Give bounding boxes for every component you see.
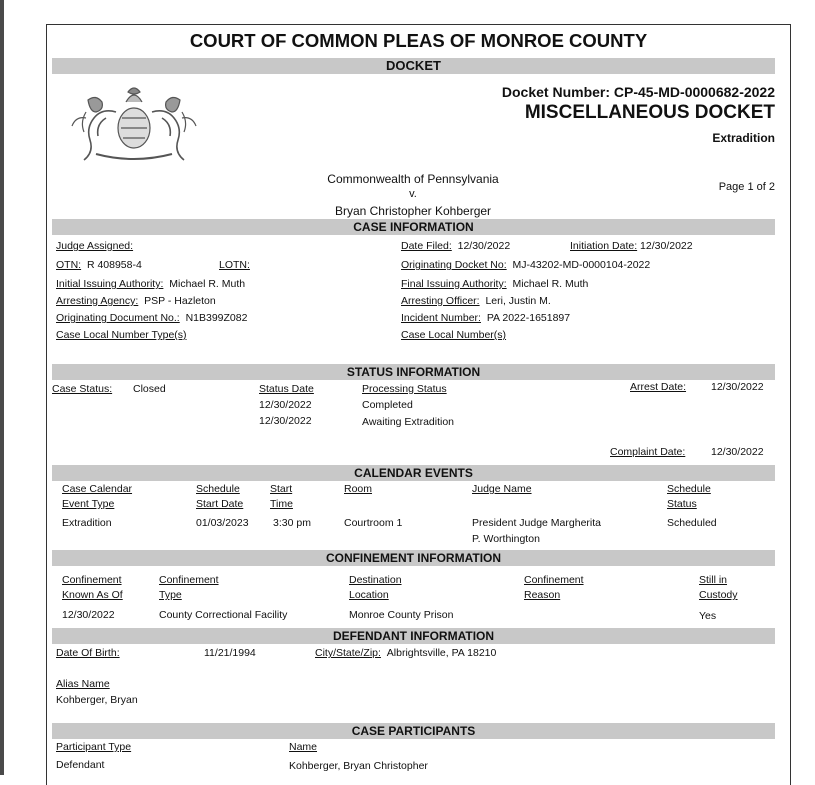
initiation-row (570, 240, 693, 252)
dob-label: Date Of Birth: (56, 647, 120, 659)
docket-number: Docket Number: CP-45-MD-0000682-2022 (501, 84, 775, 100)
case-status-value: Closed (133, 383, 166, 395)
otn-row (56, 259, 142, 271)
lotn-label: LOTN: (219, 259, 250, 271)
agency-row (56, 295, 216, 307)
init-auth-value: Michael R. Muth (169, 278, 246, 290)
caption-versus: v. (409, 188, 417, 200)
processing-status-header: Processing Status (362, 383, 447, 395)
complaint-date-label: Complaint Date: (610, 446, 686, 458)
start-date-header: Start Date (196, 498, 244, 510)
caption-plaintiff: Commonwealth of Pennsylvania (327, 172, 499, 186)
pennsylvania-seal-icon (66, 82, 202, 166)
init-auth-row (56, 278, 245, 290)
city-state-zip-value: Albrightsville, PA 18210 (386, 647, 497, 659)
confinement-known-value: 12/30/2022 (62, 609, 115, 621)
room-header: Room (344, 483, 373, 495)
incident-row (401, 312, 570, 324)
participant-name-value: Kohberger, Bryan Christopher (289, 760, 428, 772)
city-state-zip-label: City/State/Zip: (315, 647, 381, 659)
confinement-type-header: Type (159, 589, 182, 601)
docket-subtype: Extradition (712, 131, 775, 145)
judge-assigned-label: Judge Assigned: (56, 240, 134, 252)
destination-header: Destination (349, 574, 402, 586)
confinement-type-header: Confinement (159, 574, 219, 586)
date-filed-label: Date Filed: (401, 240, 452, 252)
court-title: COURT OF COMMON PLEAS OF MONROE COUNTY (189, 30, 648, 51)
case-status-label: Case Status: (52, 383, 113, 395)
judge-name-header: Judge Name (472, 483, 532, 495)
alias-name-value: Kohberger, Bryan (56, 694, 138, 706)
event-judge-value: P. Worthington (472, 533, 540, 545)
event-time-value: 3:30 pm (273, 517, 311, 529)
officer-value: Leri, Justin M. (485, 295, 551, 307)
case-participants-bar: CASE PARTICIPANTS (52, 723, 775, 739)
participant-type-header: Participant Type (56, 741, 132, 753)
final-auth-value: Michael R. Muth (512, 278, 589, 290)
otn-value: R 408958-4 (86, 259, 142, 271)
schedule-status-header: Schedule (667, 483, 711, 495)
docket-type: MISCELLANEOUS DOCKET (524, 102, 775, 123)
calendar-events-bar: CALENDAR EVENTS (52, 465, 775, 481)
dob-value: 11/21/1994 (204, 647, 256, 659)
case-information-bar: CASE INFORMATION (52, 219, 775, 235)
agency-value: PSP - Hazleton (144, 295, 216, 307)
event-type-header: Event Type (62, 498, 115, 510)
docket-bar: DOCKET (52, 58, 775, 74)
status-information-bar: STATUS INFORMATION (52, 364, 775, 380)
date-filed-value: 12/30/2022 (457, 240, 511, 252)
custody-header: Custody (699, 589, 738, 601)
initiation-label: Initiation Date: (570, 240, 638, 252)
reason-header: Confinement (524, 574, 584, 586)
city-state-zip-row (315, 647, 496, 659)
start-date-header: Schedule (196, 483, 240, 495)
start-time-header: Start (270, 483, 293, 495)
orig-docket-row (401, 259, 650, 271)
schedule-status-header: Status (667, 498, 697, 510)
date-filed-row (401, 240, 510, 252)
orig-docket-value: MJ-43202-MD-0000104-2022 (512, 259, 651, 271)
defendant-information-bar: DEFENDANT INFORMATION (52, 628, 775, 644)
window-edge (0, 0, 4, 775)
status-date-header: Status Date (259, 383, 314, 395)
event-type-value: Extradition (62, 517, 112, 529)
orig-doc-row (56, 312, 247, 324)
status-row-date: 12/30/2022 (259, 399, 312, 411)
agency-label: Arresting Agency: (56, 295, 139, 307)
custody-header: Still in (699, 574, 728, 586)
confinement-information-bar: CONFINEMENT INFORMATION (52, 550, 775, 566)
orig-docket-label: Originating Docket No: (401, 259, 507, 271)
orig-doc-label: Originating Document No.: (56, 312, 180, 324)
participant-name-header: Name (289, 741, 318, 753)
arrest-date-value: 12/30/2022 (711, 381, 764, 393)
known-as-of-header: Known As Of (62, 589, 123, 601)
page-number: Page 1 of 2 (718, 181, 775, 193)
init-auth-label: Initial Issuing Authority: (56, 278, 164, 290)
final-auth-label: Final Issuing Authority: (401, 278, 507, 290)
officer-row (401, 295, 551, 307)
destination-value: Monroe County Prison (349, 609, 454, 621)
final-auth-row (401, 278, 588, 290)
start-time-header: Time (270, 498, 293, 510)
event-room-value: Courtroom 1 (344, 517, 403, 529)
officer-label: Arresting Officer: (401, 295, 480, 307)
event-status-value: Scheduled (667, 517, 717, 529)
case-local-number-label: Case Local Number(s) (401, 329, 507, 341)
alias-name-label: Alias Name (56, 678, 110, 690)
destination-header: Location (349, 589, 389, 601)
known-as-of-header: Confinement (62, 574, 122, 586)
custody-value: Yes (699, 610, 717, 622)
otn-label: OTN: (56, 259, 82, 271)
caption-defendant: Bryan Christopher Kohberger (334, 204, 492, 218)
status-row-status: Awaiting Extradition (362, 416, 455, 428)
event-judge-value: President Judge Margherita (472, 517, 601, 529)
status-row-date: 12/30/2022 (259, 415, 312, 427)
orig-doc-value: N1B399Z082 (185, 312, 248, 324)
case-local-type-label: Case Local Number Type(s) (56, 329, 187, 341)
incident-value: PA 2022-1651897 (486, 312, 571, 324)
confinement-type-value: County Correctional Facility (159, 609, 288, 621)
initiation-value: 12/30/2022 (640, 240, 693, 252)
reason-header: Reason (524, 589, 561, 601)
status-row-status: Completed (362, 399, 413, 411)
event-type-header: Case Calendar (62, 483, 133, 495)
participant-type-value: Defendant (56, 759, 105, 771)
arrest-date-label: Arrest Date: (630, 381, 687, 393)
complaint-date-value: 12/30/2022 (711, 446, 764, 458)
incident-label: Incident Number: (401, 312, 481, 324)
event-date-value: 01/03/2023 (196, 517, 249, 529)
